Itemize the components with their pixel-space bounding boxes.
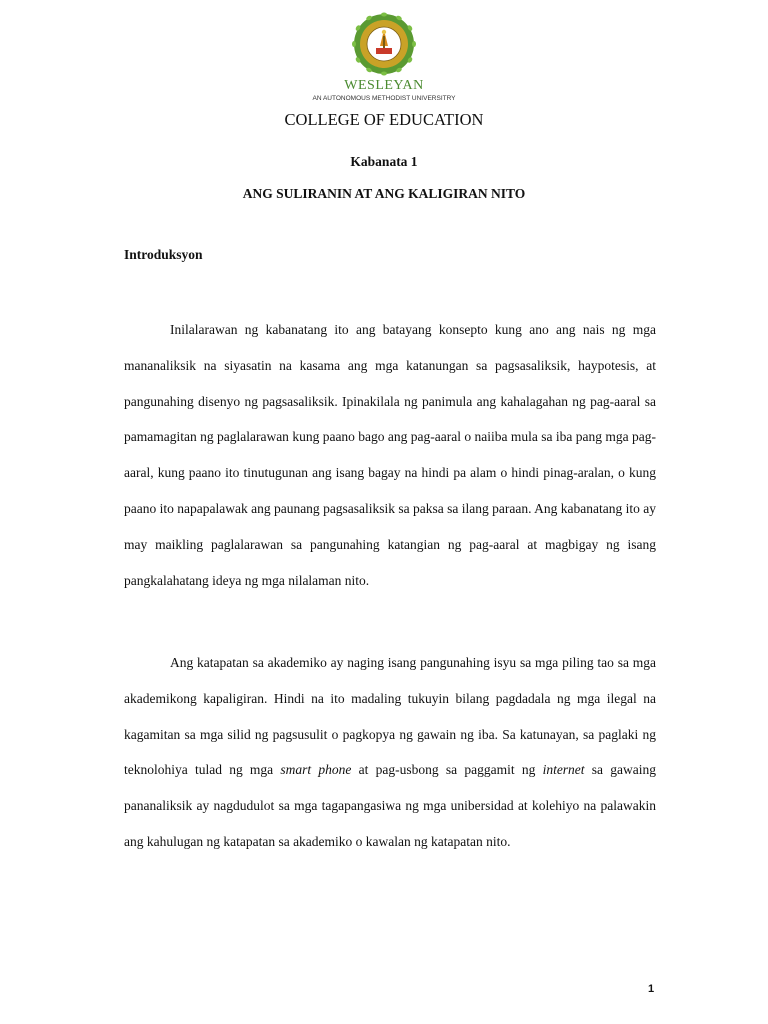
university-tagline: AN AUTONOMOUS METHODIST UNIVERSITRY [312,95,456,102]
emphasis-term: internet [542,762,585,778]
paragraph-text: Inilalarawan ng kabanatang ito ang batayang konsepto kung ano ang nais ng mga mananaliksik na siyasatin na kasama ang mga katanungan sa pagsasaliksik, haypotesis, at pangunahing disenyo ng pagsasaliksik. Ipinakilala ng panimula ang kahalagahan ng pag-aaral sa pamamagitan ng paglalarawan kung paano bago ang pag-aaral o naiiba mula sa iba pang mga pag-aaral, kung paano ito tinutugunan ang isang bagay na hindi pa alam o hindi pinag-aralan, o kung paano ito napapalawak ang paunang pagsasaliksik sa paksa sa ilang paraan. Ang kabanatang ito ay may maikling paglalarawan sa pangunahing katangian ng pag-aaral at magbigay ng isang pangkalahatang ideya ng mga nilalaman nito. [124,322,656,588]
paragraph-text: at pag-usbong sa paggamit ng [351,762,543,778]
chapter-number: Kabanata 1 [350,154,418,169]
university-seal-logo [344,12,424,76]
paragraph-academic-honesty [124,645,656,860]
college-name: COLLEGE OF EDUCATION [284,110,484,129]
section-heading: Introduksyon [124,247,203,262]
emphasis-term: smart phone [280,762,352,778]
paragraph-text: Ang katapatan sa akademiko ay naging isang pangunahing isyu sa mga piling tao sa mga akademikong kapaligiran. Hindi na ito madaling tukuyin bilang pagdadala ng mga ilegal na kagamitan sa mga silid ng pagsusulit o pagkopya ng gawain ng iba. Sa katunayan, sa paglaki ng teknolohiya tulad ng mga [124,655,656,778]
paragraph-text: sa gawaing pananaliksik ay nagdudulot sa mga tagapangasiwa ng mga unibersidad at kolehiyo na palawakin ang kahulugan ng katapatan sa akademiko o kawalan ng katapatan nito. [124,762,657,849]
document-header [0,12,768,130]
page-number: 1 [648,983,655,995]
university-name: WESLEYAN [344,78,424,93]
paragraph-introduction [124,312,656,598]
chapter-title: ANG SULIRANIN AT ANG KALIGIRAN NITO [242,186,526,201]
